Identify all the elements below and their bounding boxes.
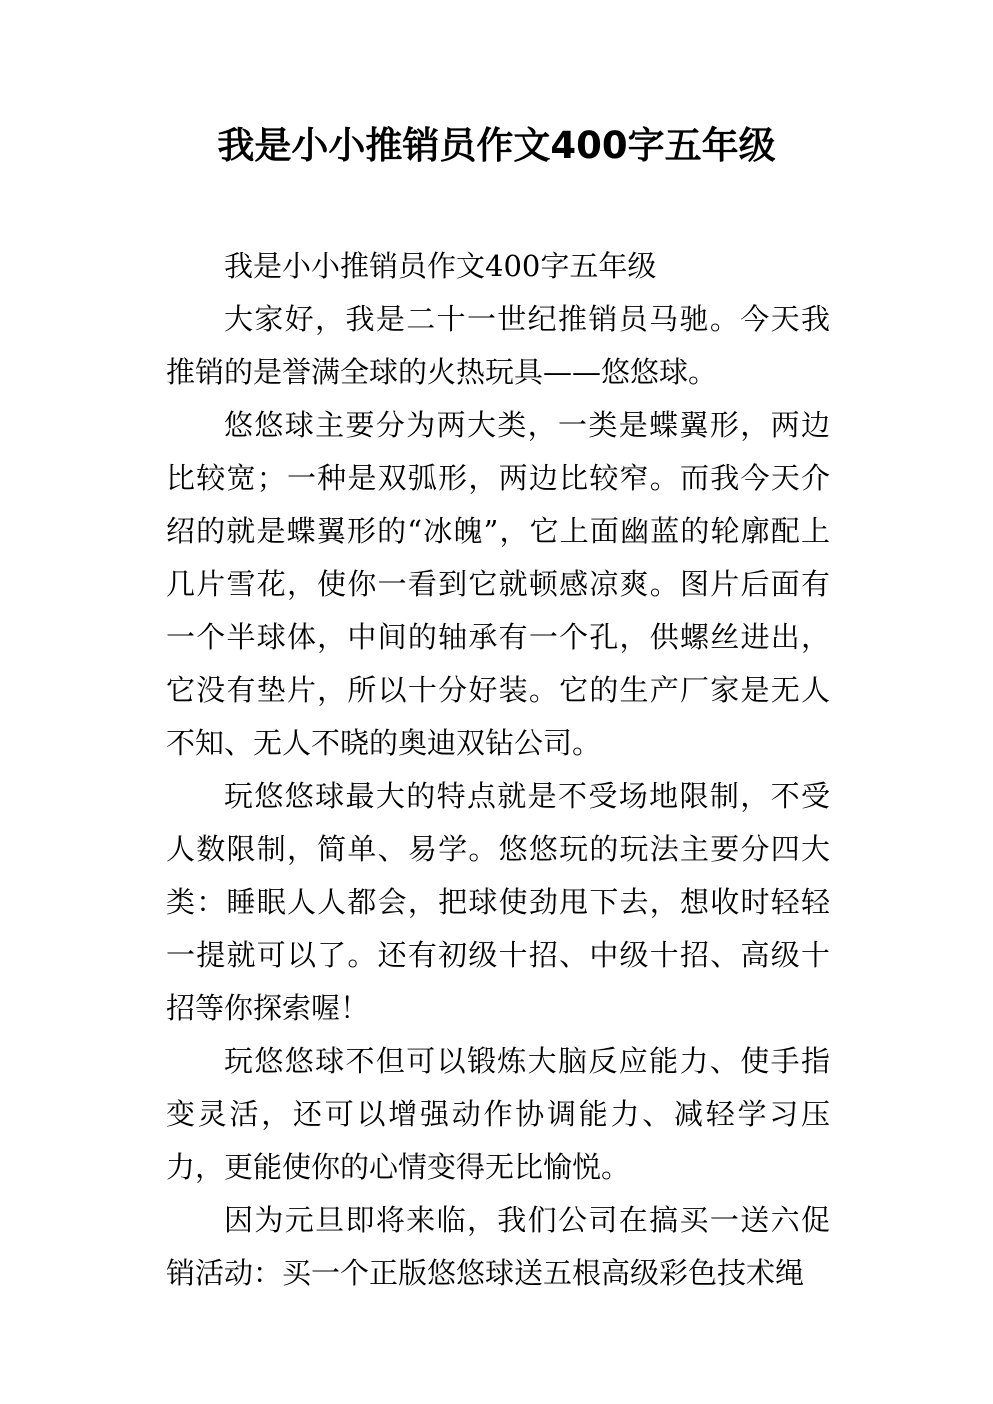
- paragraph: 玩悠悠球不但可以锻炼大脑反应能力、使手指变灵活，还可以增强动作协调能力、减轻学习压力，更能使你的心情变得无比愉悦。: [166, 1044, 830, 1184]
- paragraph: 大家好，我是二十一世纪推销员马驰。今天我推销的是誉满全球的火热玩具——悠悠球。: [166, 302, 830, 389]
- paragraph: 玩悠悠球最大的特点就是不受场地限制，不受人数限制，简单、易学。悠悠玩的玩法主要分四大类：睡眠人人都会，把球使劲甩下去，想收时轻轻一提就可以了。还有初级十招、中级十招、高级十招等你探索喔！: [166, 779, 830, 1025]
- paragraph: 我是小小推销员作文400字五年级: [224, 249, 657, 283]
- document-body: [166, 240, 830, 1300]
- paragraph: 悠悠球主要分为两大类，一类是蝶翼形，两边比较宽；一种是双弧形，两边比较窄。而我今天介绍的就是蝶翼形的“冰魄”，它上面幽蓝的轮廓配上几片雪花，使你一看到它就顿感凉爽。图片后面有一个半球体，中间的轴承有一个孔，供螺丝进出，它没有垫片，所以十分好装。它的生产厂家是无人不知、无人不晓的奥迪双钻公司。: [166, 408, 830, 760]
- paragraph: 因为元旦即将来临，我们公司在搞买一送六促销活动：买一个正版悠悠球送五根高级彩色技术绳: [166, 1203, 830, 1290]
- document-title: 我是小小推销员作文400字五年级: [217, 124, 776, 167]
